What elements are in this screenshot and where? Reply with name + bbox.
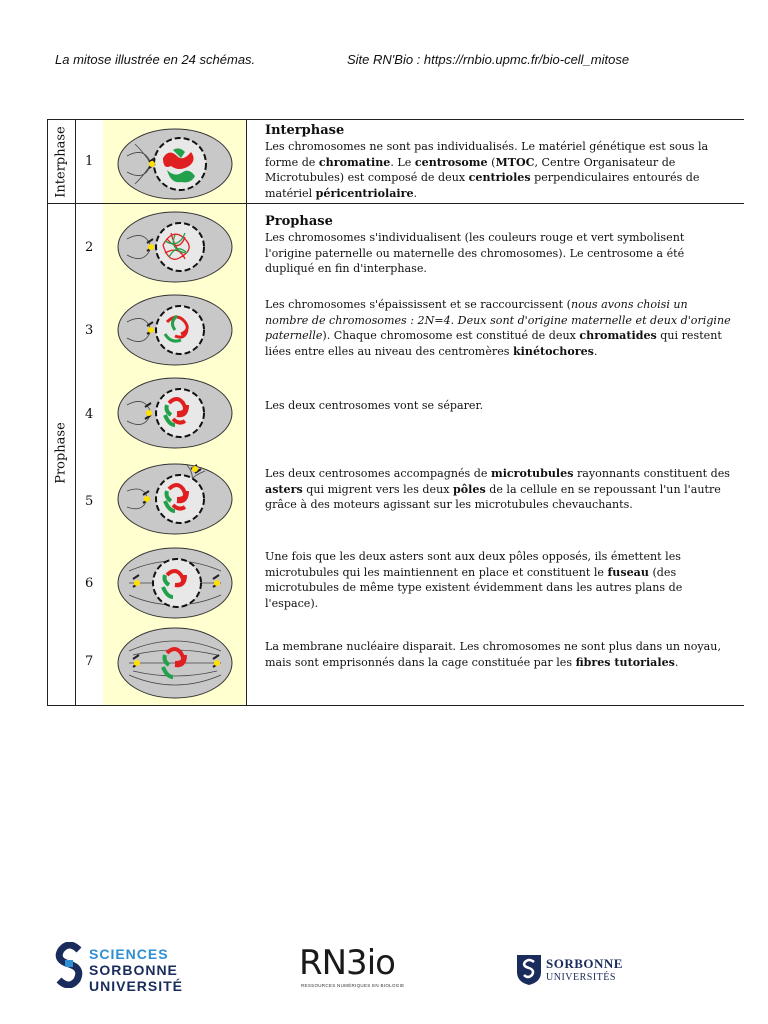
row-number: 2 bbox=[85, 240, 94, 255]
rnbio-logo bbox=[299, 943, 404, 988]
row-title: Prophase bbox=[265, 214, 333, 229]
phase-label-prophase: Prophase bbox=[53, 422, 69, 484]
row-3-description: Les chromosomes s'épaississent et se raccourcissent (nous avons choisi un nombre de chromosomes : 2N=4. Deux sont d'origine maternelle et deux d'origine paternelle). Chaque chromosome est constitué de deux chromatides qui restent liées entre elles au niveau des centromères kinétochores. bbox=[265, 298, 731, 358]
cell-diagram-prophase-5 bbox=[115, 461, 235, 537]
row-7-description: La membrane nucléaire disparait. Les chromosomes ne sont plus dans un noyau, mais sont emprisonnés dans la cage constituée par les fibres tutoriales. bbox=[265, 640, 721, 669]
row-2-description: Prophase Les chromosomes s'individualisent (les couleurs rouge et vert symbolisent l'origine paternelle ou maternelle des chromosomes). Le centrosome a été dupliqué en fin d'interphase. bbox=[265, 213, 731, 277]
cell-diagram-prophase-4 bbox=[115, 375, 235, 451]
rnbio-logo-subtitle: RESSOURCES NUMÉRIQUES EN BIOLOGIE bbox=[301, 983, 405, 988]
row-number: 4 bbox=[85, 407, 94, 422]
row-1-description: Interphase Les chromosomes ne sont pas individualisés. Le matériel génétique est sous la forme de chromatine. Le centrosome (MTOC, Centre Organisateur de Microtubules) est composé de deux centrioles perpendiculaires entourés de matériel péricentriolaire. bbox=[265, 122, 731, 201]
cell-diagram-interphase bbox=[115, 126, 235, 202]
cell-diagram-prophase-3 bbox=[115, 292, 235, 368]
sorbonne-shield-icon bbox=[516, 954, 542, 986]
rnbio-logo-text: RN3io bbox=[299, 943, 395, 983]
cell-diagram-prophase-2 bbox=[115, 209, 235, 285]
row-number: 5 bbox=[85, 494, 94, 509]
sciences-logo-line3: UNIVERSITÉ bbox=[89, 978, 184, 994]
sorbonne-logo-line1: SORBONNE bbox=[546, 956, 623, 971]
interphase-divider bbox=[47, 203, 744, 204]
row-4-description: Les deux centrosomes vont se séparer. bbox=[265, 399, 484, 412]
row-number: 1 bbox=[85, 154, 94, 169]
sorbonne-logo-line2: UNIVERSITÉS bbox=[546, 972, 616, 983]
header-title: La mitose illustrée en 24 schémas. bbox=[55, 52, 256, 67]
header-site-link[interactable]: Site RN'Bio : https://rnbio.upmc.fr/bio-cell_mitose bbox=[347, 52, 630, 67]
sciences-logo-line2: SORBONNE bbox=[89, 962, 178, 978]
cell-diagram-prophase-7 bbox=[115, 625, 235, 701]
phase-label-interphase: Interphase bbox=[53, 126, 69, 198]
row-title: Interphase bbox=[265, 123, 345, 138]
row-number: 3 bbox=[85, 323, 94, 338]
sciences-logo-line1: SCIENCES bbox=[89, 946, 169, 962]
cell-diagram-prophase-6 bbox=[115, 545, 235, 621]
row-6-description: Une fois que les deux asters sont aux deux pôles opposés, ils émettent les microtubules qui les maintiennent en place et constituent le fuseau (des microtubules de même type existent évidemment dans les autres plans de l'espace). bbox=[265, 550, 683, 610]
mitosis-table bbox=[47, 119, 744, 706]
row-number: 7 bbox=[85, 654, 94, 669]
row-number: 6 bbox=[85, 576, 94, 591]
sciences-logo-icon bbox=[55, 942, 85, 988]
row-5-description: Les deux centrosomes accompagnés de microtubules rayonnants constituent des asters qui migrent vers les deux pôles de la cellule en se repoussant l'un l'autre grâce à des moteurs agissant sur les microtubules chevauchants. bbox=[265, 467, 730, 512]
